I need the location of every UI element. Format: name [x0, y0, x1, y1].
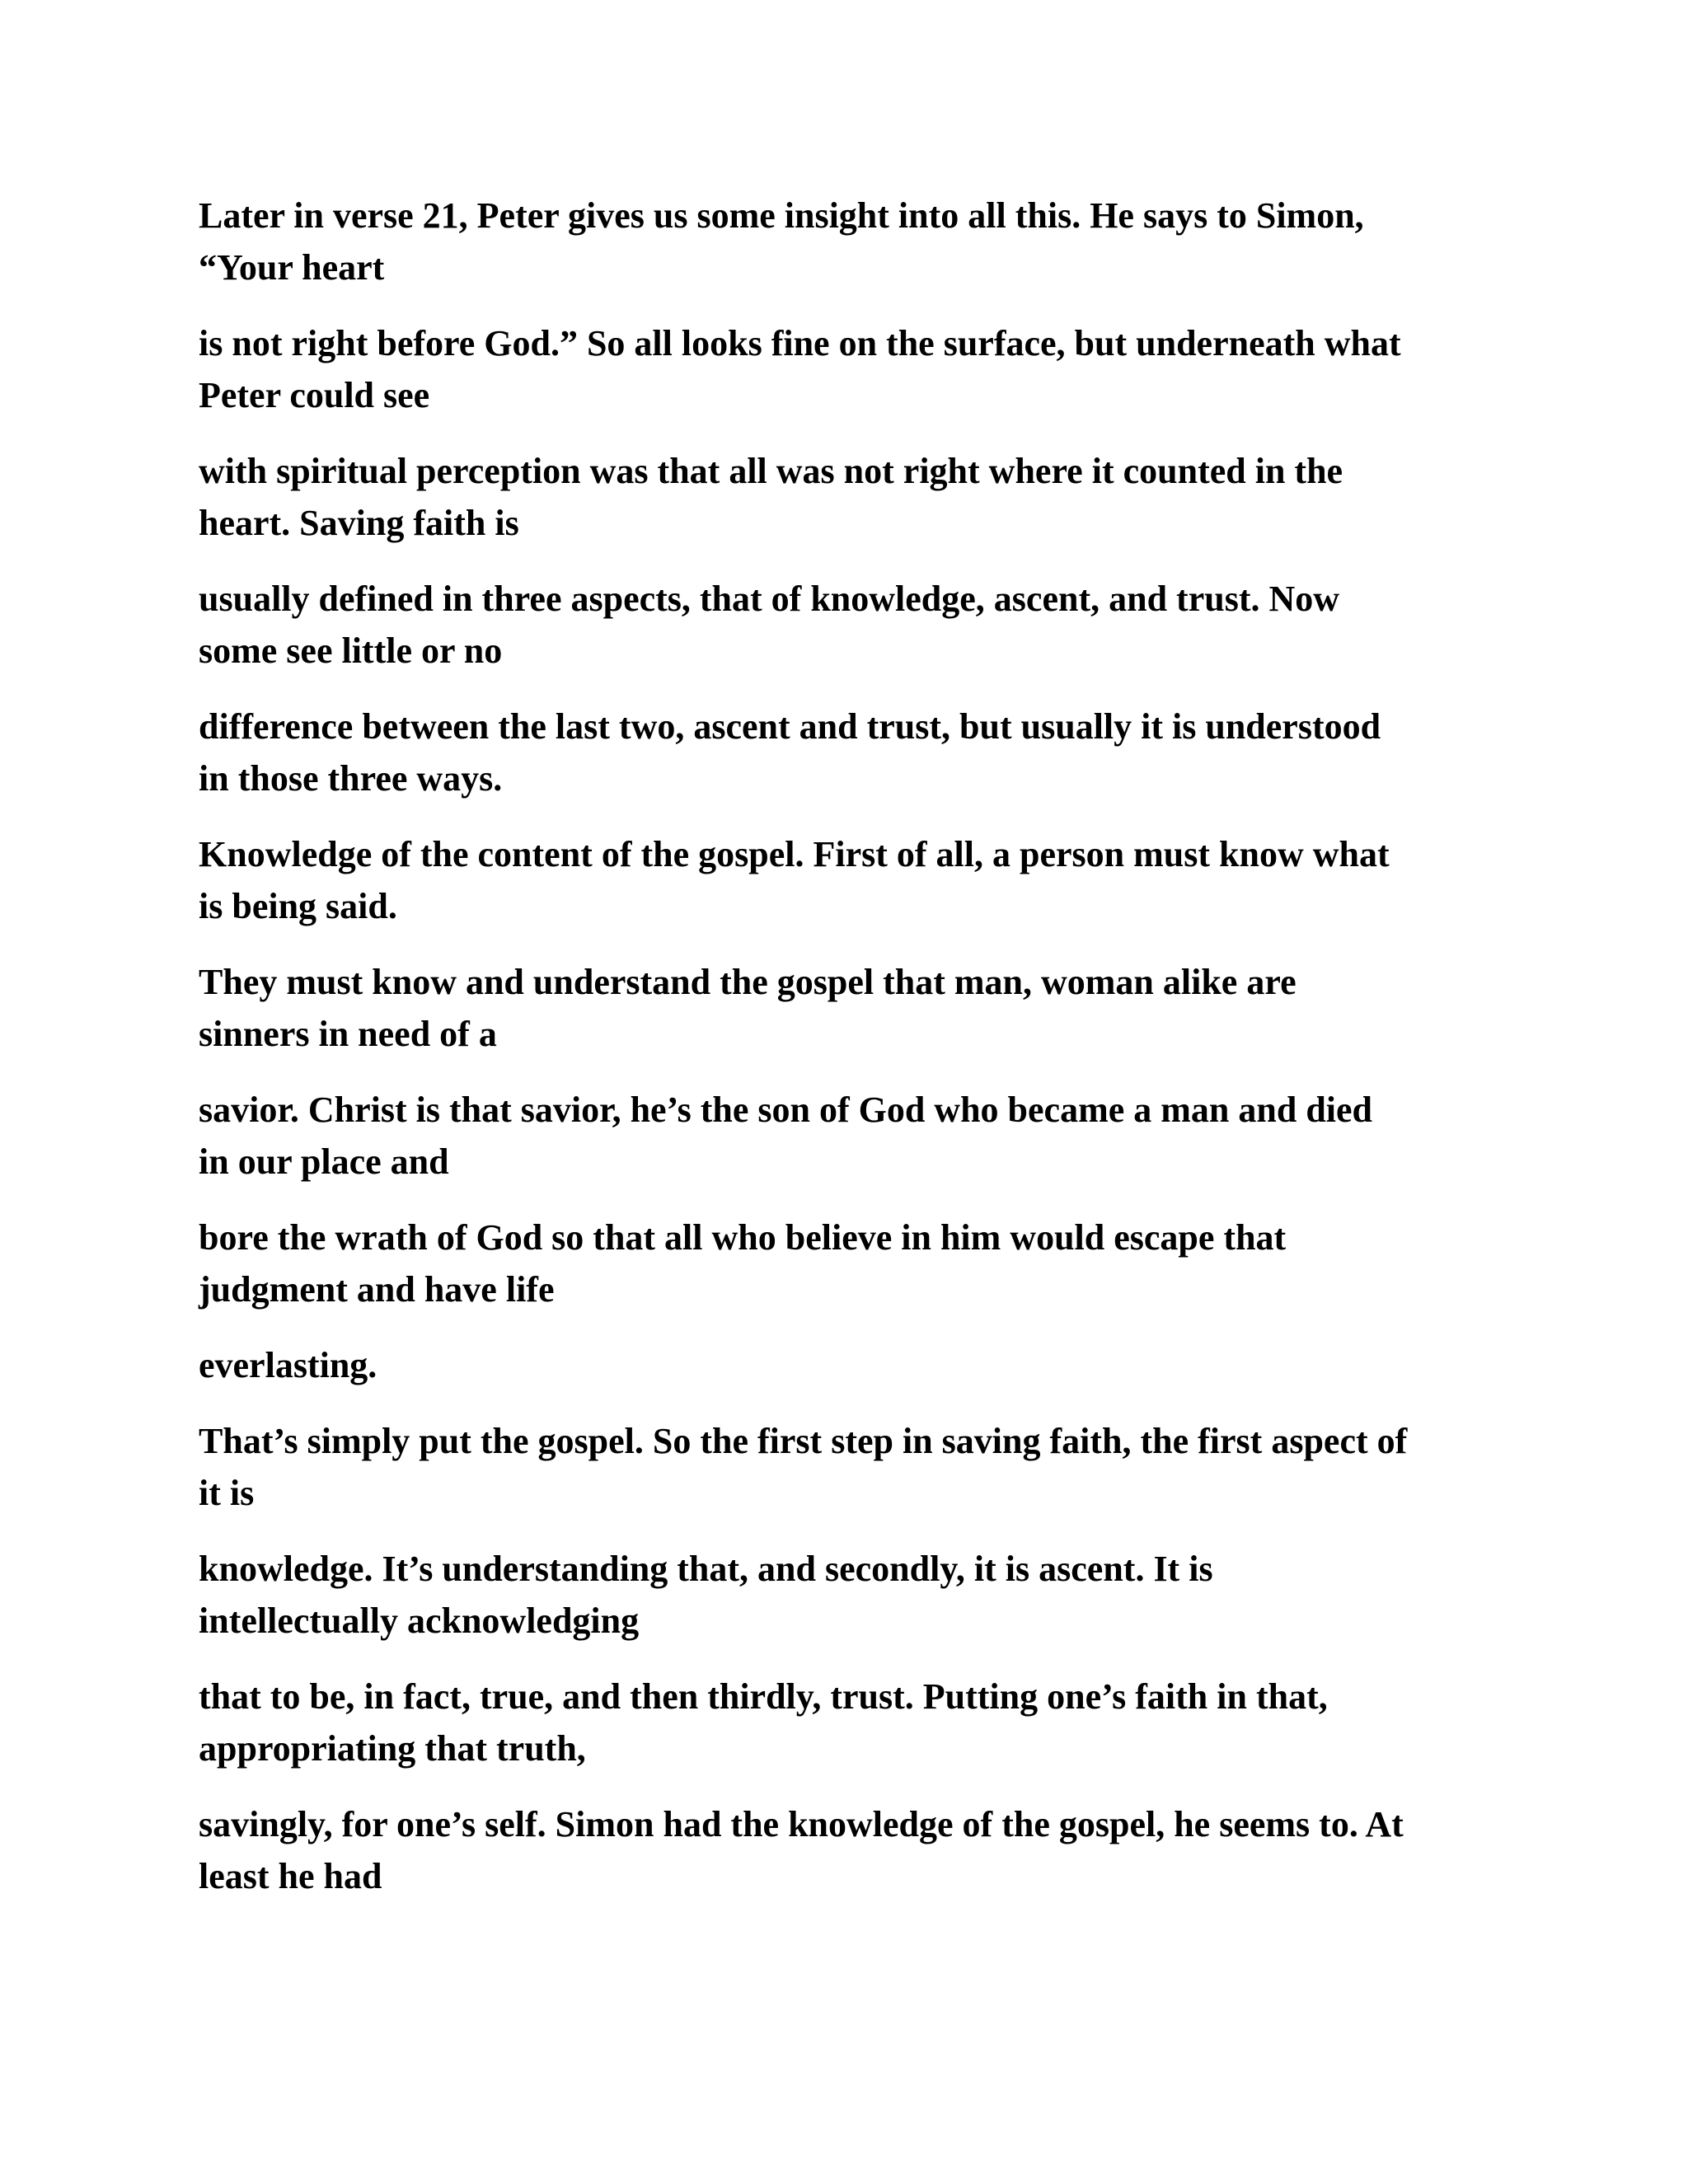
text-line: bore the wrath of God so that all who believe in him would escape that	[199, 1217, 1287, 1258]
text-line: usually defined in three aspects, that of knowledge, ascent, and trust. Now	[199, 579, 1340, 619]
text-line: Later in verse 21, Peter gives us some insight into all this. He says to Simon,	[199, 195, 1364, 236]
paragraph	[199, 828, 1501, 932]
paragraph	[199, 1671, 1501, 1774]
paragraph	[199, 1339, 1501, 1391]
text-line: difference between the last two, ascent and trust, but usually it is understood	[199, 706, 1381, 747]
text-line: appropriating that truth,	[199, 1728, 586, 1769]
text-line: that to be, in fact, true, and then thirdly, trust. Putting one’s faith in that,	[199, 1676, 1328, 1717]
paragraph	[199, 1212, 1501, 1315]
text-line: knowledge. It’s understanding that, and secondly, it is ascent. It is	[199, 1549, 1213, 1589]
paragraph	[199, 956, 1501, 1060]
body-text	[199, 190, 1501, 1926]
text-line: savingly, for one’s self. Simon had the knowledge of the gospel, he seems to. At	[199, 1804, 1404, 1844]
text-line: with spiritual perception was that all was not right where it counted in the	[199, 451, 1343, 491]
text-line: They must know and understand the gospel that man, woman alike are	[199, 962, 1296, 1002]
paragraph	[199, 190, 1501, 293]
text-line: heart. Saving faith is	[199, 503, 519, 543]
paragraph	[199, 701, 1501, 804]
text-line: everlasting.	[199, 1345, 377, 1385]
paragraph	[199, 445, 1501, 549]
paragraph	[199, 1543, 1501, 1647]
text-line: it is	[199, 1473, 255, 1513]
text-line: Knowledge of the content of the gospel. First of all, a person must know what	[199, 834, 1390, 874]
text-line: some see little or no	[199, 630, 503, 671]
text-line: Peter could see	[199, 375, 430, 415]
text-line: judgment and have life	[199, 1269, 555, 1310]
text-line: is not right before God.” So all looks fine on the surface, but underneath what	[199, 323, 1401, 363]
text-line: in those three ways.	[199, 758, 503, 799]
text-line: savior. Christ is that savior, he’s the son of God who became a man and died	[199, 1090, 1373, 1130]
paragraph	[199, 1084, 1501, 1188]
text-line: intellectually acknowledging	[199, 1601, 640, 1641]
paragraph	[199, 573, 1501, 677]
paragraph	[199, 317, 1501, 421]
text-line: is being said.	[199, 886, 397, 926]
text-line: “Your heart	[199, 247, 385, 288]
text-line: That’s simply put the gospel. So the first step in saving faith, the first aspect of	[199, 1421, 1408, 1461]
text-line: sinners in need of a	[199, 1014, 497, 1054]
paragraph	[199, 1415, 1501, 1519]
text-line: least he had	[199, 1856, 382, 1896]
text-line: in our place and	[199, 1141, 449, 1182]
paragraph	[199, 1798, 1501, 1902]
